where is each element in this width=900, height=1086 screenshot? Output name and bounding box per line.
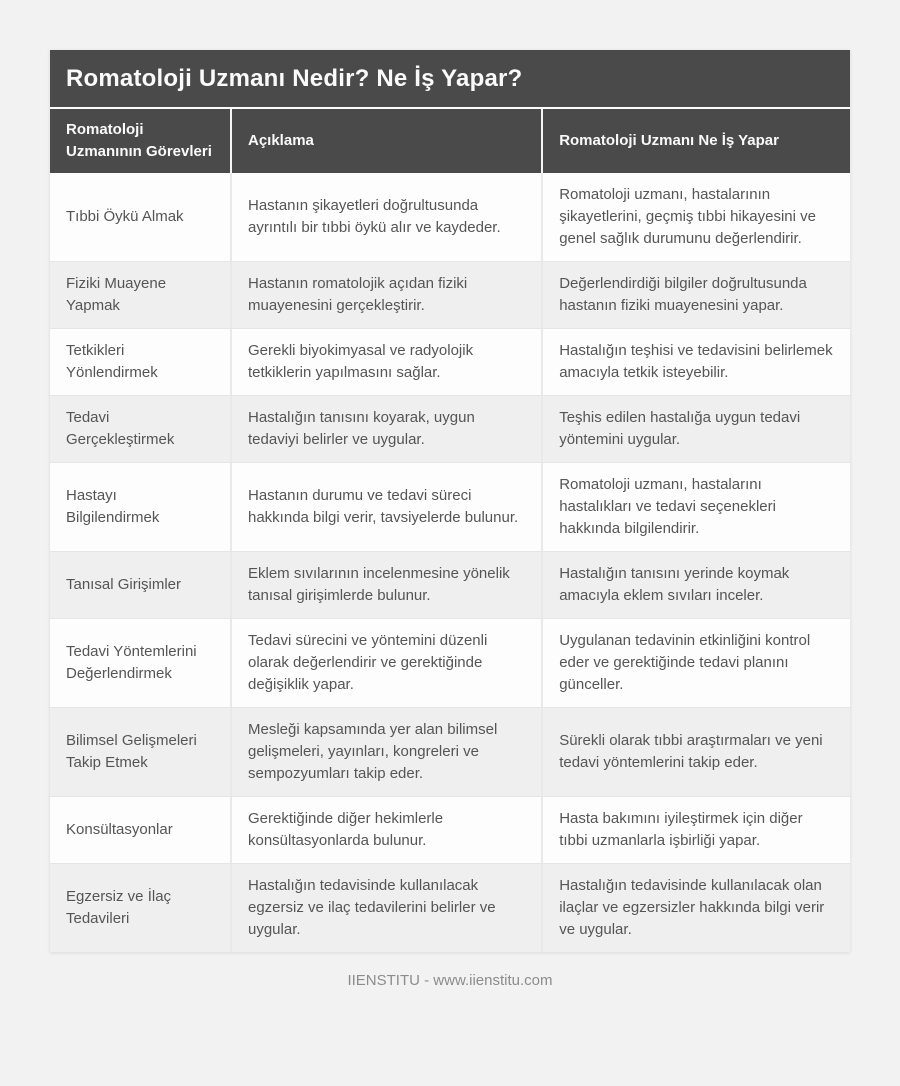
column-header-what-they-do: Romatoloji Uzmanı Ne İş Yapar [559, 132, 779, 149]
description-cell: Hastanın şikayetleri doğrultusunda ayrıntılı bir tıbbi öykü alır ve kaydeder. [232, 173, 543, 261]
detail-cell: Hastalığın teşhisi ve tedavisini belirlemek amacıyla tetkik isteyebilir. [559, 342, 833, 381]
footer-credit: IIENSTITU - www.iienstitu.com [347, 972, 553, 989]
description-cell: Hastanın durumu ve tedavi süreci hakkında bilgi verir, tavsiyelerde bulunur. [232, 463, 543, 551]
table-row [50, 463, 850, 552]
detail-cell: Teşhis edilen hastalığa uygun tedavi yöntemini uygular. [559, 409, 801, 448]
table-row [50, 708, 850, 797]
task-cell: Egzersiz ve İlaç Tedavileri [50, 864, 232, 952]
table-row [50, 619, 850, 708]
table-row [50, 864, 850, 952]
detail-cell: Hastalığın tanısını yerinde koymak amacıyla eklem sıvıları inceler. [559, 565, 790, 604]
description-cell: Gerektiğinde diğer hekimlerle konsültasyonlarda bulunur. [232, 797, 543, 863]
description-cell: Eklem sıvılarının incelenmesine yönelik tanısal girişimlerde bulunur. [232, 552, 543, 618]
task-cell: Fiziki Muayene Yapmak [50, 262, 232, 328]
description-cell: Gerekli biyokimyasal ve radyolojik tetkiklerin yapılmasını sağlar. [232, 329, 543, 395]
detail-cell: Hasta bakımını iyileştirmek için diğer tıbbi uzmanlarla işbirliği yapar. [559, 810, 803, 849]
task-cell: Hastayı Bilgilendirmek [50, 463, 232, 551]
task-cell: Tetkikleri Yönlendirmek [50, 329, 232, 395]
description-cell: Hastalığın tanısını koyarak, uygun tedaviyi belirler ve uygular. [232, 396, 543, 462]
page-title: Romatoloji Uzmanı Nedir? Ne İş Yapar? [50, 50, 850, 109]
detail-cell: Sürekli olarak tıbbi araştırmaları ve yeni tedavi yöntemlerini takip eder. [559, 732, 823, 771]
infographic-card [50, 50, 850, 952]
description-cell: Tedavi sürecini ve yöntemini düzenli olarak değerlendirir ve gerektiğinde değişiklik yapar. [232, 619, 543, 707]
description-cell: Hastalığın tedavisinde kullanılacak egzersiz ve ilaç tedavilerini belirler ve uygular. [232, 864, 543, 952]
description-cell: Hastanın romatolojik açıdan fiziki muayenesini gerçekleştirir. [232, 262, 543, 328]
task-cell: Tıbbi Öykü Almak [50, 173, 232, 261]
table-row [50, 173, 850, 262]
detail-cell: Hastalığın tedavisinde kullanılacak olan ilaçlar ve egzersizler hakkında bilgi verir ve uygular. [559, 877, 825, 938]
detail-cell: Romatoloji uzmanı, hastalarının şikayetlerini, geçmiş tıbbi hikayesini ve genel sağlık durumunu değerlendirir. [559, 186, 816, 247]
specialist-duties-table [50, 109, 850, 952]
detail-cell: Romatoloji uzmanı, hastalarını hastalıkları ve tedavi seçenekleri hakkında bilgilendirir. [559, 476, 776, 537]
table-row [50, 552, 850, 619]
table-body [50, 173, 850, 952]
column-header-description: Açıklama [232, 109, 543, 173]
task-cell: Bilimsel Gelişmeleri Takip Etmek [50, 708, 232, 796]
task-cell: Tedavi Gerçekleştirmek [50, 396, 232, 462]
table-row [50, 797, 850, 864]
table-row [50, 396, 850, 463]
detail-cell: Değerlendirdiği bilgiler doğrultusunda hastanın fiziki muayenesini yapar. [559, 275, 807, 314]
column-header-duties: Romatoloji Uzmanının Görevleri [50, 109, 232, 173]
description-cell: Mesleği kapsamında yer alan bilimsel gelişmeleri, yayınları, kongreleri ve sempozyumları takip eder. [232, 708, 543, 796]
table-row [50, 329, 850, 396]
table-header-row [50, 109, 850, 173]
table-row [50, 262, 850, 329]
task-cell: Tanısal Girişimler [50, 552, 232, 618]
task-cell: Tedavi Yöntemlerini Değerlendirmek [50, 619, 232, 707]
task-cell: Konsültasyonlar [50, 797, 232, 863]
detail-cell: Uygulanan tedavinin etkinliğini kontrol eder ve gerektiğinde tedavi planını günceller. [559, 632, 811, 693]
